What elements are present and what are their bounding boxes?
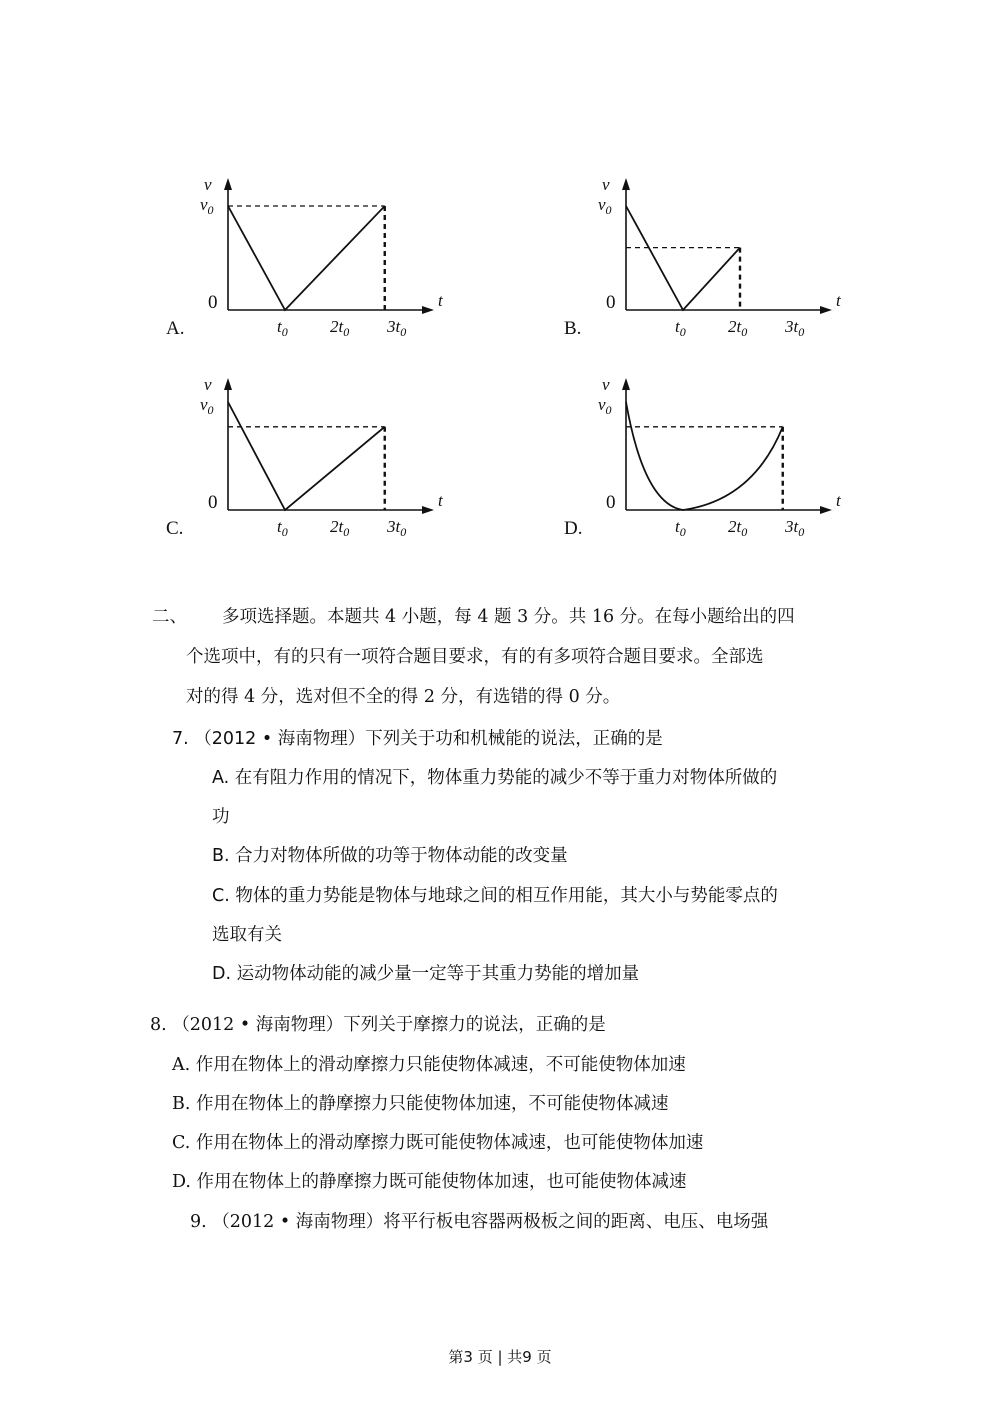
question-7-option-c-cont: 选取有关 — [212, 925, 282, 945]
origin-label: 0 — [208, 292, 218, 313]
tick-label-2t0: $2t_0$ — [728, 317, 748, 339]
tick-label-t0: $t_0$ — [675, 517, 686, 539]
t-axis-label: t — [438, 491, 443, 510]
tick-label-3t0: $3t_0$ — [785, 317, 805, 339]
tick-label-3t0: $3t_0$ — [387, 517, 407, 539]
v-axis-label: v — [204, 175, 212, 194]
vt-graph-svg — [558, 368, 878, 558]
velocity-curve — [626, 402, 783, 510]
velocity-time-graphs — [0, 0, 1000, 580]
t-axis-arrow — [820, 506, 832, 514]
question-8-stem: 8. （2012 • 海南物理）下列关于摩擦力的说法，正确的是 — [150, 1015, 606, 1035]
v-axis-arrow — [622, 178, 630, 190]
graph-option-c — [160, 368, 480, 558]
graph-option-b — [558, 168, 878, 358]
v-axis-label: v — [602, 175, 610, 194]
tick-label-t0: $t_0$ — [277, 517, 288, 539]
v0-label: $v_0$ — [598, 395, 612, 417]
v0-label: $v_0$ — [200, 395, 214, 417]
tick-label-2t0: $2t_0$ — [330, 517, 350, 539]
vt-graph-svg — [558, 168, 878, 358]
t-axis-label: t — [836, 491, 841, 510]
v-axis-arrow — [622, 378, 630, 390]
question-9-stem: 9. （2012 • 海南物理）将平行板电容器两极板之间的距离、电压、电场强 — [190, 1212, 769, 1232]
question-7-option-a: A. 在有阻力作用的情况下，物体重力势能的减少不等于重力对物体所做的 — [212, 768, 778, 788]
tick-label-2t0: $2t_0$ — [728, 517, 748, 539]
tick-label-2t0: $2t_0$ — [330, 317, 350, 339]
origin-label: 0 — [606, 292, 616, 313]
t-axis-arrow — [422, 506, 434, 514]
t-axis-label: t — [438, 291, 443, 310]
t-axis-arrow — [820, 306, 832, 314]
question-7-option-b: B. 合力对物体所做的功等于物体动能的改变量 — [212, 846, 568, 866]
tick-label-3t0: $3t_0$ — [387, 317, 407, 339]
section-instructions-line-2: 个选项中，有的只有一项符合题目要求，有的有多项符合题目要求。全部选 — [186, 647, 764, 667]
origin-label: 0 — [208, 492, 218, 513]
t-axis-label: t — [836, 291, 841, 310]
velocity-curve — [228, 206, 385, 310]
v0-label: $v_0$ — [598, 195, 612, 217]
question-8-option-c: C. 作用在物体上的滑动摩擦力既可能使物体减速，也可能使物体加速 — [172, 1133, 704, 1153]
question-7-option-a-cont: 功 — [212, 807, 230, 827]
section-instructions-line-1: 多项选择题。本题共 4 小题，每 4 题 3 分。共 16 分。在每小题给出的四 — [222, 607, 795, 627]
tick-label-3t0: $3t_0$ — [785, 517, 805, 539]
section-number: 二、 — [152, 607, 187, 627]
option-label: A. — [166, 318, 185, 339]
velocity-curve — [228, 402, 385, 510]
velocity-curve — [626, 206, 740, 310]
vt-graph-svg — [160, 168, 480, 358]
v-axis-arrow — [224, 378, 232, 390]
v-axis-label: v — [204, 375, 212, 394]
question-8-option-a: A. 作用在物体上的滑动摩擦力只能使物体减速，不可能使物体加速 — [172, 1055, 686, 1075]
tick-label-t0: $t_0$ — [675, 317, 686, 339]
option-label: B. — [564, 318, 582, 339]
question-7-option-d: D. 运动物体动能的减少量一定等于其重力势能的增加量 — [212, 964, 640, 984]
question-7-stem: 7. （2012 • 海南物理）下列关于功和机械能的说法，正确的是 — [172, 729, 663, 749]
option-label: C. — [166, 518, 184, 539]
origin-label: 0 — [606, 492, 616, 513]
page-footer: 第3 页 | 共9 页 — [448, 1348, 552, 1366]
graph-option-a — [160, 168, 480, 358]
question-7-option-c: C. 物体的重力势能是物体与地球之间的相互作用能，其大小与势能零点的 — [212, 886, 778, 906]
question-8-option-b: B. 作用在物体上的静摩擦力只能使物体加速，不可能使物体减速 — [172, 1094, 669, 1114]
t-axis-arrow — [422, 306, 434, 314]
v-axis-arrow — [224, 178, 232, 190]
v-axis-label: v — [602, 375, 610, 394]
question-8-option-d: D. 作用在物体上的静摩擦力既可能使物体加速，也可能使物体减速 — [172, 1172, 687, 1192]
v0-label: $v_0$ — [200, 195, 214, 217]
graph-option-d — [558, 368, 878, 558]
option-label: D. — [564, 518, 583, 539]
tick-label-t0: $t_0$ — [277, 317, 288, 339]
vt-graph-svg — [160, 368, 480, 558]
section-instructions-line-3: 对的得 4 分，选对但不全的得 2 分，有选错的得 0 分。 — [186, 687, 621, 707]
